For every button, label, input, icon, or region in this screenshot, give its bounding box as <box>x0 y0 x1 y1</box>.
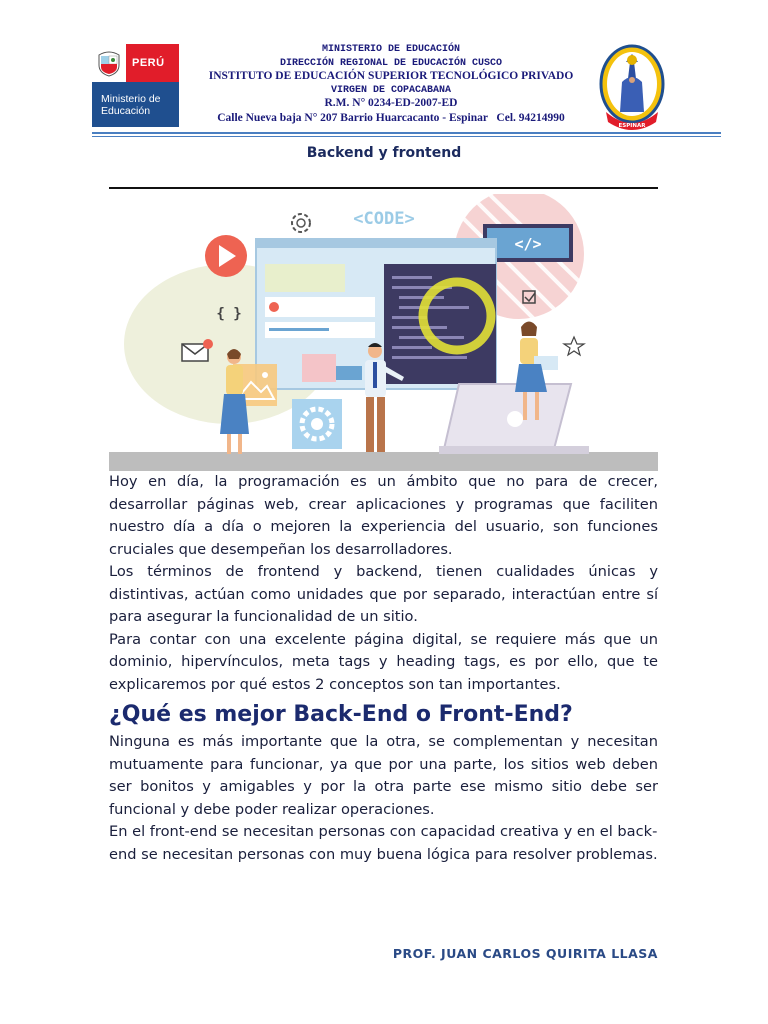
laptop-illustration <box>439 384 589 454</box>
coat-of-arms-icon <box>92 44 126 82</box>
institute-seal-logo <box>598 42 666 134</box>
blue-gear-icon <box>292 399 342 449</box>
author-footer: PROF. JUAN CARLOS QUIRITA LLASA <box>392 946 658 961</box>
paragraph-skills: En el front-end se necesitan personas con capacidad creativa y en el back-end se necesitan personas con muy buena lógica para resolver problemas. <box>109 823 658 863</box>
header-line-name: VIRGEN DE COPACABANA <box>330 84 452 96</box>
paragraph-terms: Los términos de frontend y backend, tienen cualidades únicas y distintivas, actúan como unidades que por separado, interactúan entre sí para asegurar la funcionalidad de un sitio. <box>109 563 658 625</box>
illustration-floor <box>109 452 658 471</box>
code-label: <CODE> <box>353 209 415 229</box>
play-icon <box>205 235 247 277</box>
braces-icon: { } <box>216 306 242 322</box>
star-icon <box>564 337 584 355</box>
paragraph-complement: Ninguna es más importante que la otra, se complementan y necesitan mutuamente para funcionar, ya que por una parte, los sitios web deben ser bonitos y amigables y por la otra parte ese mismo sitio debe ser funcional y debe poder realizar operaciones. <box>109 733 658 818</box>
logo-country: PERÚ <box>132 57 165 69</box>
logo-ministry-label <box>92 82 179 127</box>
header-line-address: Calle Nueva baja N° 207 Barrio Huarcacanto - Espinar Cel. 94214990 <box>217 111 565 124</box>
developers-illustration <box>109 194 658 471</box>
header-rule-bottom <box>92 136 721 137</box>
header-line-rm: R.M. N° 0234-ED-2007-ED <box>324 97 458 109</box>
paragraph-importance: Para contar con una excelente página digital, se requiere más que un dominio, hipervínculos, meta tags y heading tags, es por ello, que te explicaremos por qué estos 2 conceptos son tan importantes. <box>109 630 658 693</box>
header-rule-top <box>92 132 721 134</box>
logo-ministry-line2: Educación <box>101 104 151 117</box>
code-editor-panel <box>384 264 496 384</box>
logo-flag-band <box>92 44 179 82</box>
logo-ministry-line1: Ministerio de <box>101 92 161 105</box>
ministry-logo <box>92 44 179 127</box>
paragraph-intro: Hoy en día, la programación es un ámbito que no para de crecer, desarrollar páginas web, crear aplicaciones y programas que faciliten nuestro día a día o mejoren la experiencia del usuario, son funciones cruciales que desempeñan los desarrolladores. <box>109 473 658 558</box>
header-line-ministry: MINISTERIO DE EDUCACIÓN <box>321 44 461 55</box>
section-heading: ¿Qué es mejor Back-End o Front-End? <box>109 702 573 727</box>
institution-header <box>186 43 596 125</box>
article-body <box>109 471 658 866</box>
header-line-institute: INSTITUTO DE EDUCACIÓN SUPERIOR TECNOLÓGICO PRIVADO <box>208 70 574 82</box>
title-divider <box>109 187 658 189</box>
code-tag-icon: </> <box>514 235 542 253</box>
document-title: Backend y frontend <box>306 145 462 161</box>
gear-icon <box>292 214 310 232</box>
seal-label: ESPINAR <box>618 123 646 129</box>
header-line-regional: DIRECCIÓN REGIONAL DE EDUCACIÓN CUSCO <box>279 57 503 69</box>
